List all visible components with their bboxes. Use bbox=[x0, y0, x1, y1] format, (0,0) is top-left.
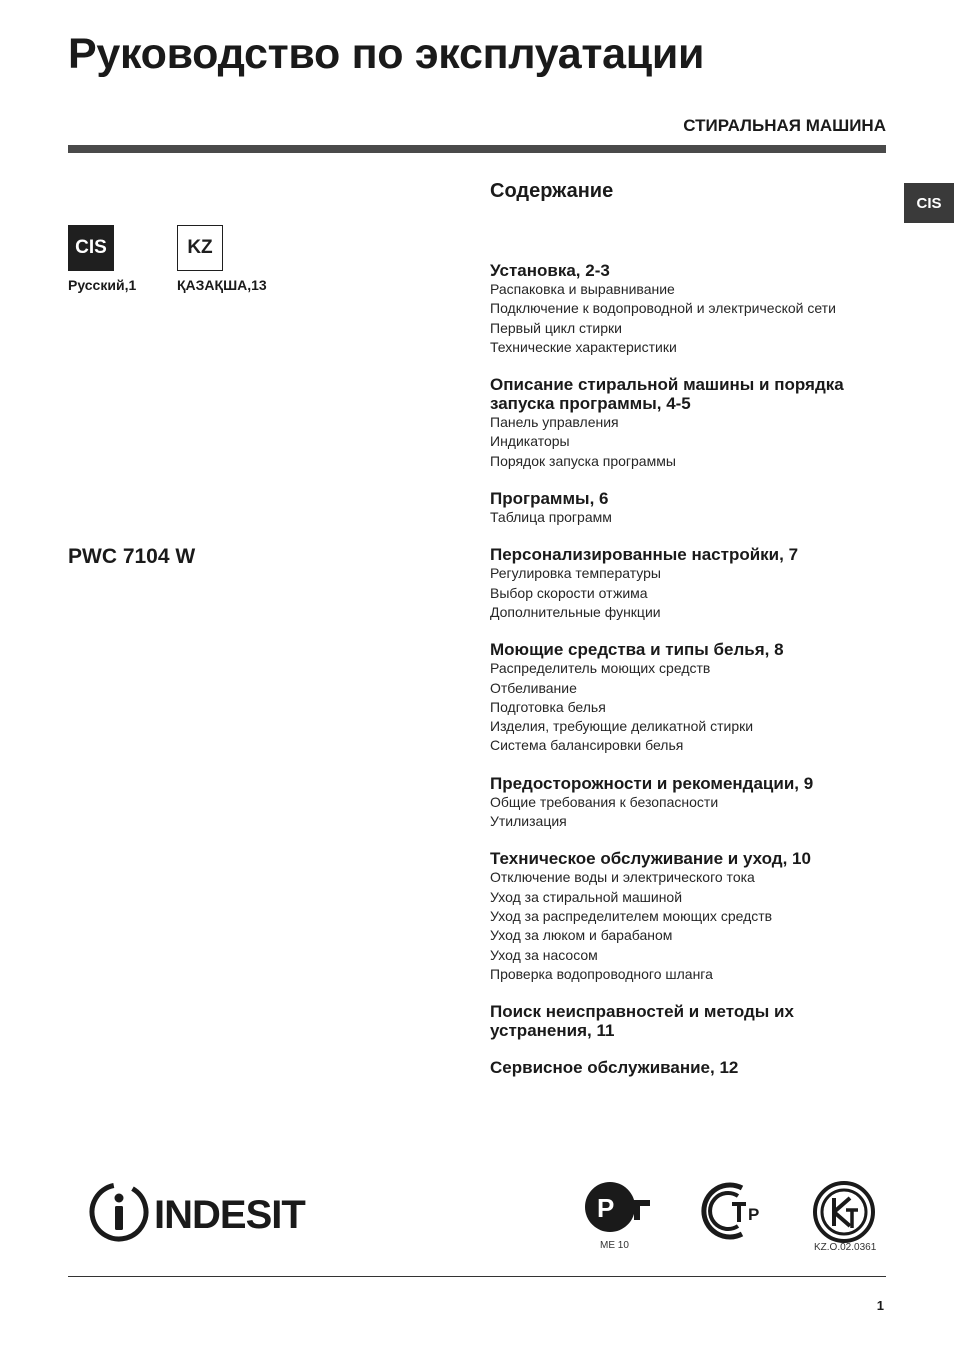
language-badge-kz: KZ bbox=[177, 225, 223, 271]
header-divider bbox=[68, 145, 886, 153]
ctr-cert-icon bbox=[698, 1180, 772, 1242]
svg-text:INDESIT: INDESIT bbox=[154, 1193, 305, 1237]
toc-item: Первый цикл стирки bbox=[490, 319, 622, 336]
svg-text:P: P bbox=[748, 1205, 760, 1224]
toc-item: Подключение к водопроводной и электрической сети bbox=[490, 300, 836, 317]
language-label-kazakh: ҚАЗАҚША,13 bbox=[177, 277, 267, 293]
toc-item: Таблица программ bbox=[490, 509, 612, 526]
toc-item: Подготовка белья bbox=[490, 698, 606, 715]
toc-item: Отключение воды и электрического тока bbox=[490, 869, 755, 886]
side-language-tab: CIS bbox=[904, 183, 954, 223]
footer-divider bbox=[68, 1276, 886, 1277]
document-subtitle: СТИРАЛЬНАЯ МАШИНА bbox=[683, 116, 886, 135]
toc-item: Проверка водопроводного шланга bbox=[490, 965, 713, 982]
toc-section bbox=[490, 640, 890, 755]
toc-item: Выбор скорости отжима bbox=[490, 584, 648, 601]
model-number: PWC 7104 W bbox=[68, 545, 196, 568]
toc-item: Уход за распределителем моющих средств bbox=[490, 907, 773, 924]
toc-item: Уход за люком и барабаном bbox=[490, 927, 673, 944]
pct-cert-icon bbox=[584, 1180, 654, 1234]
toc-item: Регулировка температуры bbox=[490, 565, 661, 582]
toc-section-title: Персонализированные настройки, 7 bbox=[490, 545, 799, 565]
toc-item: Порядок запуска программы bbox=[490, 452, 676, 469]
page-number: 1 bbox=[876, 1298, 884, 1313]
toc-item: Система балансировки белья bbox=[490, 737, 684, 754]
kz-cert-label: KZ.O.02.0361 bbox=[814, 1242, 877, 1253]
toc-item: Отбеливание bbox=[490, 679, 577, 696]
kz-cert-icon bbox=[812, 1180, 876, 1244]
toc-section bbox=[490, 261, 890, 357]
toc-item: Технические характеристики bbox=[490, 338, 677, 355]
toc-item: Утилизация bbox=[490, 813, 567, 830]
toc-item: Распаковка и выравнивание bbox=[490, 281, 675, 297]
toc-section bbox=[490, 1002, 890, 1040]
indesit-logo bbox=[88, 1180, 320, 1244]
toc-section-title: Сервисное обслуживание, 12 bbox=[490, 1058, 739, 1078]
toc-section bbox=[490, 774, 890, 832]
toc-item: Дополнительные функции bbox=[490, 603, 661, 620]
toc-heading: Содержание bbox=[490, 180, 614, 202]
toc-section-title: Предосторожности и рекомендации, 9 bbox=[490, 773, 814, 793]
toc-item: Уход за насосом bbox=[490, 946, 598, 963]
toc-section bbox=[490, 849, 890, 984]
toc-item: Индикаторы bbox=[490, 433, 570, 450]
toc-section-title: Техническое обслуживание и уход, 10 bbox=[490, 849, 811, 869]
toc-section-title: Установка, 2-3 bbox=[490, 261, 610, 280]
toc-section-title: Поиск неисправностей и методы их устранения, 11 bbox=[490, 1002, 794, 1041]
language-badge-cis: CIS bbox=[68, 225, 114, 271]
toc-section bbox=[490, 375, 890, 471]
toc-item: Распределитель моющих средств bbox=[490, 660, 711, 677]
pct-cert-label: ME 10 bbox=[600, 1240, 629, 1251]
toc-section-title: Программы, 6 bbox=[490, 489, 609, 509]
toc-item: Уход за стиральной машиной bbox=[490, 888, 683, 905]
toc-item: Общие требования к безопасности bbox=[490, 793, 719, 810]
toc-section bbox=[490, 545, 890, 622]
toc-item: Изделия, требующие деликатной стирки bbox=[490, 718, 754, 735]
toc-section bbox=[490, 1058, 890, 1077]
toc-item: Панель управления bbox=[490, 414, 619, 431]
toc-section-title: Описание стиральной машины и порядка запуска программы, 4-5 bbox=[490, 375, 844, 414]
page-title: Руководство по эксплуатации bbox=[68, 30, 705, 78]
svg-text:P: P bbox=[597, 1193, 615, 1223]
toc-section bbox=[490, 489, 890, 527]
table-of-contents bbox=[490, 261, 890, 1095]
language-label-russian: Русский,1 bbox=[68, 277, 137, 293]
toc-section-title: Моющие средства и типы белья, 8 bbox=[490, 640, 784, 660]
